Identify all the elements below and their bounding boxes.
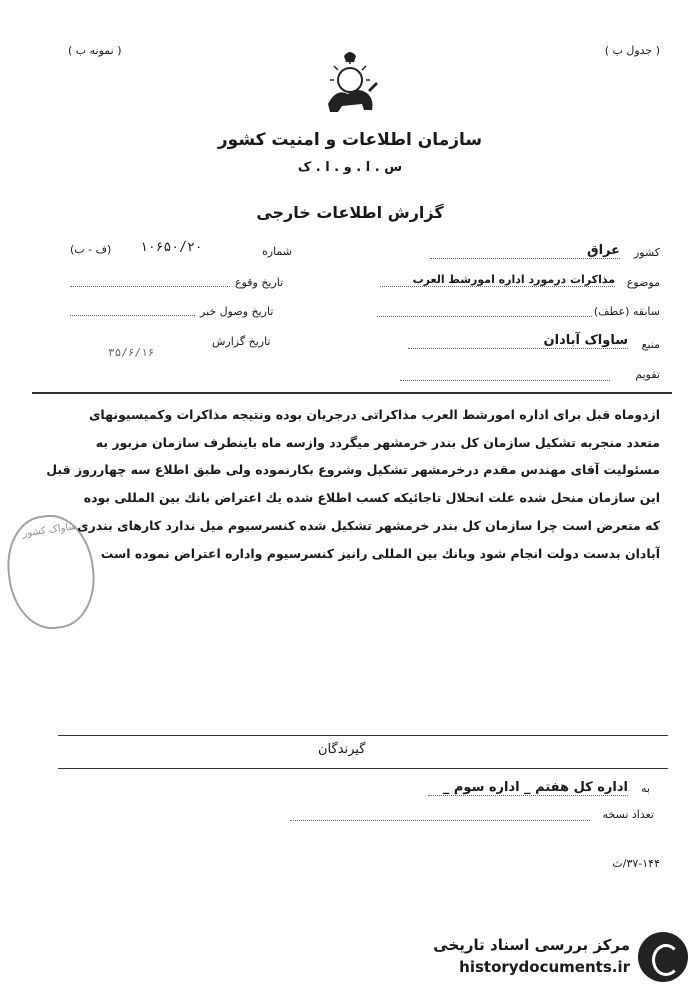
number-label: شماره [262,245,293,258]
recipients-top-line [58,735,668,736]
number-value: ۱۰۶۵۰/۲۰ [140,240,203,255]
history-line [377,316,592,317]
subject-value: مذاکرات درمورد اداره امورشط العرب [380,273,615,287]
country-value: عراق [430,243,620,259]
document-reference: ۳۷-۱۴۴/ث [612,857,660,870]
to-value: اداره کل هفتم _ اداره سوم _ [428,780,628,796]
news-date-label: تاریخ وصول خبر [200,305,274,318]
recipients-label: گیرندگان [318,742,366,757]
report-title: گزارش اطلاعات خارجی [256,203,444,222]
subject-label: موضوع [626,276,660,289]
event-date-line [70,286,230,287]
body-line-1: ازدوماه قبل برای اداره امورشط العرب مذاکراتی درجریان بوده ونتیجه مذاکرات وکمیسیونهای [88,407,660,422]
copies-line [290,820,590,821]
source-label: منبع [641,338,660,351]
evaluation-line [400,380,610,381]
form-sample-label: ( نمونه ب ) [68,44,122,57]
to-prefix: به [641,782,650,795]
recipients-bottom-line [58,768,668,769]
body-line-2: متعدد منجربه تشکیل سازمان کل بندر خرمشهر میگردد وازسه ماه باینطرف سازمان مزبور به [95,435,660,450]
header-divider [32,392,672,394]
event-date-label: تاریخ وقوع [235,276,284,289]
report-date-label: تاریخ گزارش [212,335,271,348]
archive-logo-icon [638,932,688,982]
body-line-5: که متعرض است چرا سازمان کل بندر خرمشهر تشکیل شده کنسرسیوم میل ندارد کارهای بندری [77,518,660,533]
report-date-value: ۳۵/۶/۱۶ [108,346,155,359]
footer-org: مرکز بررسی اسناد تاریخی [433,936,630,954]
org-code: س . ا . و . ا . ک [297,160,403,175]
history-label: سابقه (عطف) [593,305,660,318]
footer-url: historydocuments.ir [459,958,630,976]
body-line-4: این سازمان منحل شده علت انحلال تاجائیکه کسب اطلاع شده یك اعتراض بانك بین المللی بوده [83,490,660,505]
body-line-6: آبادان بدست دولت انجام شود وبانك بین المللی رانیز کنسرسیوم واداره اعتراض نموده است [100,546,660,561]
news-date-line [70,315,195,316]
source-value: ساواک آبادان [408,333,628,349]
form-code: ( جدول ب ) [604,44,660,57]
stamp-text: ساواک کشور [21,521,78,540]
number-suffix: (ف - ب) [70,243,112,256]
evaluation-label: تقویم [635,368,660,381]
body-line-3: مسئولیت آقای مهندس مقدم درخرمشهر تشکیل وشروع بکارنموده ولی طبق اطلاع سه چهارروز قبل [46,462,660,477]
org-title: سازمان اطلاعات و امنیت کشور [217,130,483,150]
copies-label: تعداد نسخه [602,808,654,821]
lion-and-sun-emblem [318,48,382,120]
country-label: کشور [633,246,660,259]
